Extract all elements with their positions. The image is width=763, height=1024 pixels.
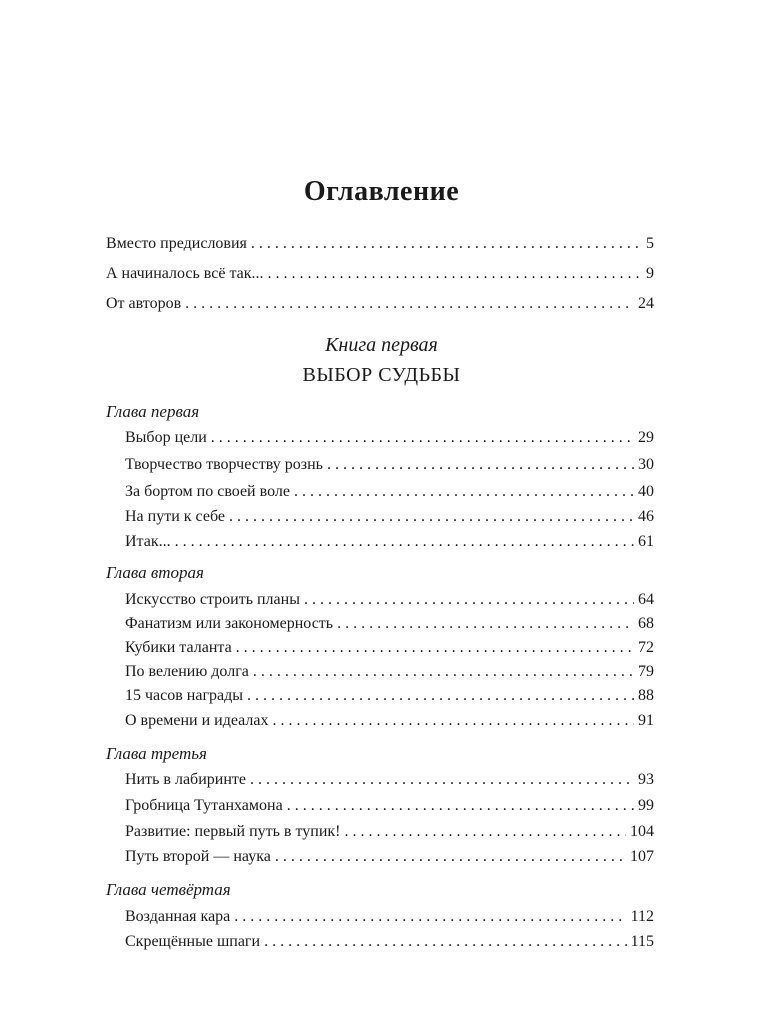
toc-entry[interactable] — [106, 264, 654, 284]
toc-entry-page: 68 — [638, 615, 654, 632]
toc-entry[interactable] — [125, 638, 654, 658]
toc-entry-page: 9 — [646, 265, 654, 282]
toc-entry[interactable] — [125, 686, 654, 706]
leader-dots — [294, 482, 634, 502]
toc-entry-label: Итак... — [125, 533, 171, 550]
leader-dots — [275, 847, 626, 867]
leader-dots — [211, 428, 634, 448]
leader-dots — [251, 234, 642, 254]
toc-entry-label: По велению долга — [125, 663, 249, 680]
toc-entry-page: 107 — [630, 848, 654, 865]
leader-dots — [229, 507, 634, 527]
toc-entry-label: Нить в лабиринте — [125, 771, 246, 788]
chapter-title: Глава вторая — [106, 563, 204, 582]
toc-entry-page: 112 — [630, 908, 654, 925]
toc-entry[interactable] — [125, 847, 654, 867]
toc-entry[interactable] — [125, 455, 654, 475]
leader-dots — [272, 711, 634, 731]
toc-entry-label: Возданная кара — [125, 908, 231, 925]
leader-dots — [234, 907, 626, 927]
leader-dots — [268, 264, 643, 284]
leader-dots — [250, 770, 634, 790]
toc-entry-page: 115 — [630, 933, 654, 950]
toc-entry-label: Выбор цели — [125, 429, 207, 446]
leader-dots — [344, 822, 626, 842]
toc-entry-label: Развитие: первый путь в тупик! — [125, 823, 341, 840]
toc-entry-page: 24 — [638, 295, 654, 312]
toc-entry-page: 40 — [638, 483, 654, 500]
book-subtitle: Книга первая — [325, 334, 438, 356]
chapter-title: Глава третья — [106, 744, 207, 763]
leader-dots — [327, 455, 634, 475]
toc-entry-label: А начиналось всё так... — [106, 265, 264, 282]
page-title: Оглавление — [303, 176, 460, 207]
toc-entry-page: 104 — [630, 823, 654, 840]
toc-entry-label: 15 часов награды — [125, 687, 244, 704]
toc-entry-page: 88 — [638, 687, 654, 704]
toc-entry-label: Скрещённые шпаги — [125, 933, 261, 950]
toc-entry[interactable] — [106, 294, 654, 314]
leader-dots — [175, 532, 634, 552]
toc-entry-label: За бортом по своей воле — [125, 483, 290, 500]
toc-entry-page: 72 — [638, 639, 654, 656]
leader-dots — [185, 294, 634, 314]
toc-entry-label: Искусство строить планы — [125, 591, 300, 608]
toc-entry[interactable] — [125, 711, 654, 731]
leader-dots — [236, 638, 634, 658]
toc-entry[interactable] — [106, 234, 654, 254]
toc-entry-page: 79 — [638, 663, 654, 680]
toc-entry-label: Гробница Тутанхамона — [125, 797, 283, 814]
toc-entry-label: Вместо предисловия — [106, 235, 247, 252]
leader-dots — [337, 614, 634, 634]
toc-entry[interactable] — [125, 428, 654, 448]
toc-entry[interactable] — [125, 932, 654, 952]
toc-entry-label: Путь второй — наука — [125, 848, 271, 865]
leader-dots — [264, 932, 627, 952]
toc-entry-page: 99 — [638, 797, 654, 814]
leader-dots — [287, 796, 634, 816]
chapter-title: Глава первая — [106, 402, 200, 421]
toc-entry[interactable] — [125, 532, 654, 552]
toc-entry-label: От авторов — [106, 295, 182, 312]
toc-entry[interactable] — [125, 507, 654, 527]
toc-entry-page: 64 — [638, 591, 654, 608]
toc-entry[interactable] — [125, 796, 654, 816]
toc-entry[interactable] — [125, 770, 654, 790]
leader-dots — [253, 662, 634, 682]
chapter-title: Глава четвёртая — [106, 880, 231, 899]
toc-entry-label: Кубики таланта — [125, 639, 232, 656]
toc-entry-page: 46 — [638, 508, 654, 525]
toc-entry-page: 29 — [638, 429, 654, 446]
toc-entry[interactable] — [125, 662, 654, 682]
toc-entry-page: 93 — [638, 771, 654, 788]
leader-dots — [247, 686, 634, 706]
book-title: ВЫБОР СУДЬБЫ — [302, 364, 461, 386]
toc-entry-page: 91 — [638, 712, 654, 729]
toc-entry[interactable] — [125, 822, 654, 842]
toc-entry-label: На пути к себе — [125, 508, 225, 525]
toc-entry-page: 61 — [638, 533, 654, 550]
leader-dots — [304, 590, 634, 610]
toc-entry[interactable] — [125, 614, 654, 634]
toc-entry-label: О времени и идеалах — [125, 712, 269, 729]
toc-entry-page: 5 — [646, 235, 654, 252]
toc-entry[interactable] — [125, 907, 654, 927]
toc-entry-page: 30 — [638, 456, 654, 473]
toc-entry[interactable] — [125, 482, 654, 502]
toc-entry[interactable] — [125, 590, 654, 610]
toc-entry-label: Фанатизм или закономерность — [125, 615, 334, 632]
toc-entry-label: Творчество творчеству рознь — [125, 456, 323, 473]
